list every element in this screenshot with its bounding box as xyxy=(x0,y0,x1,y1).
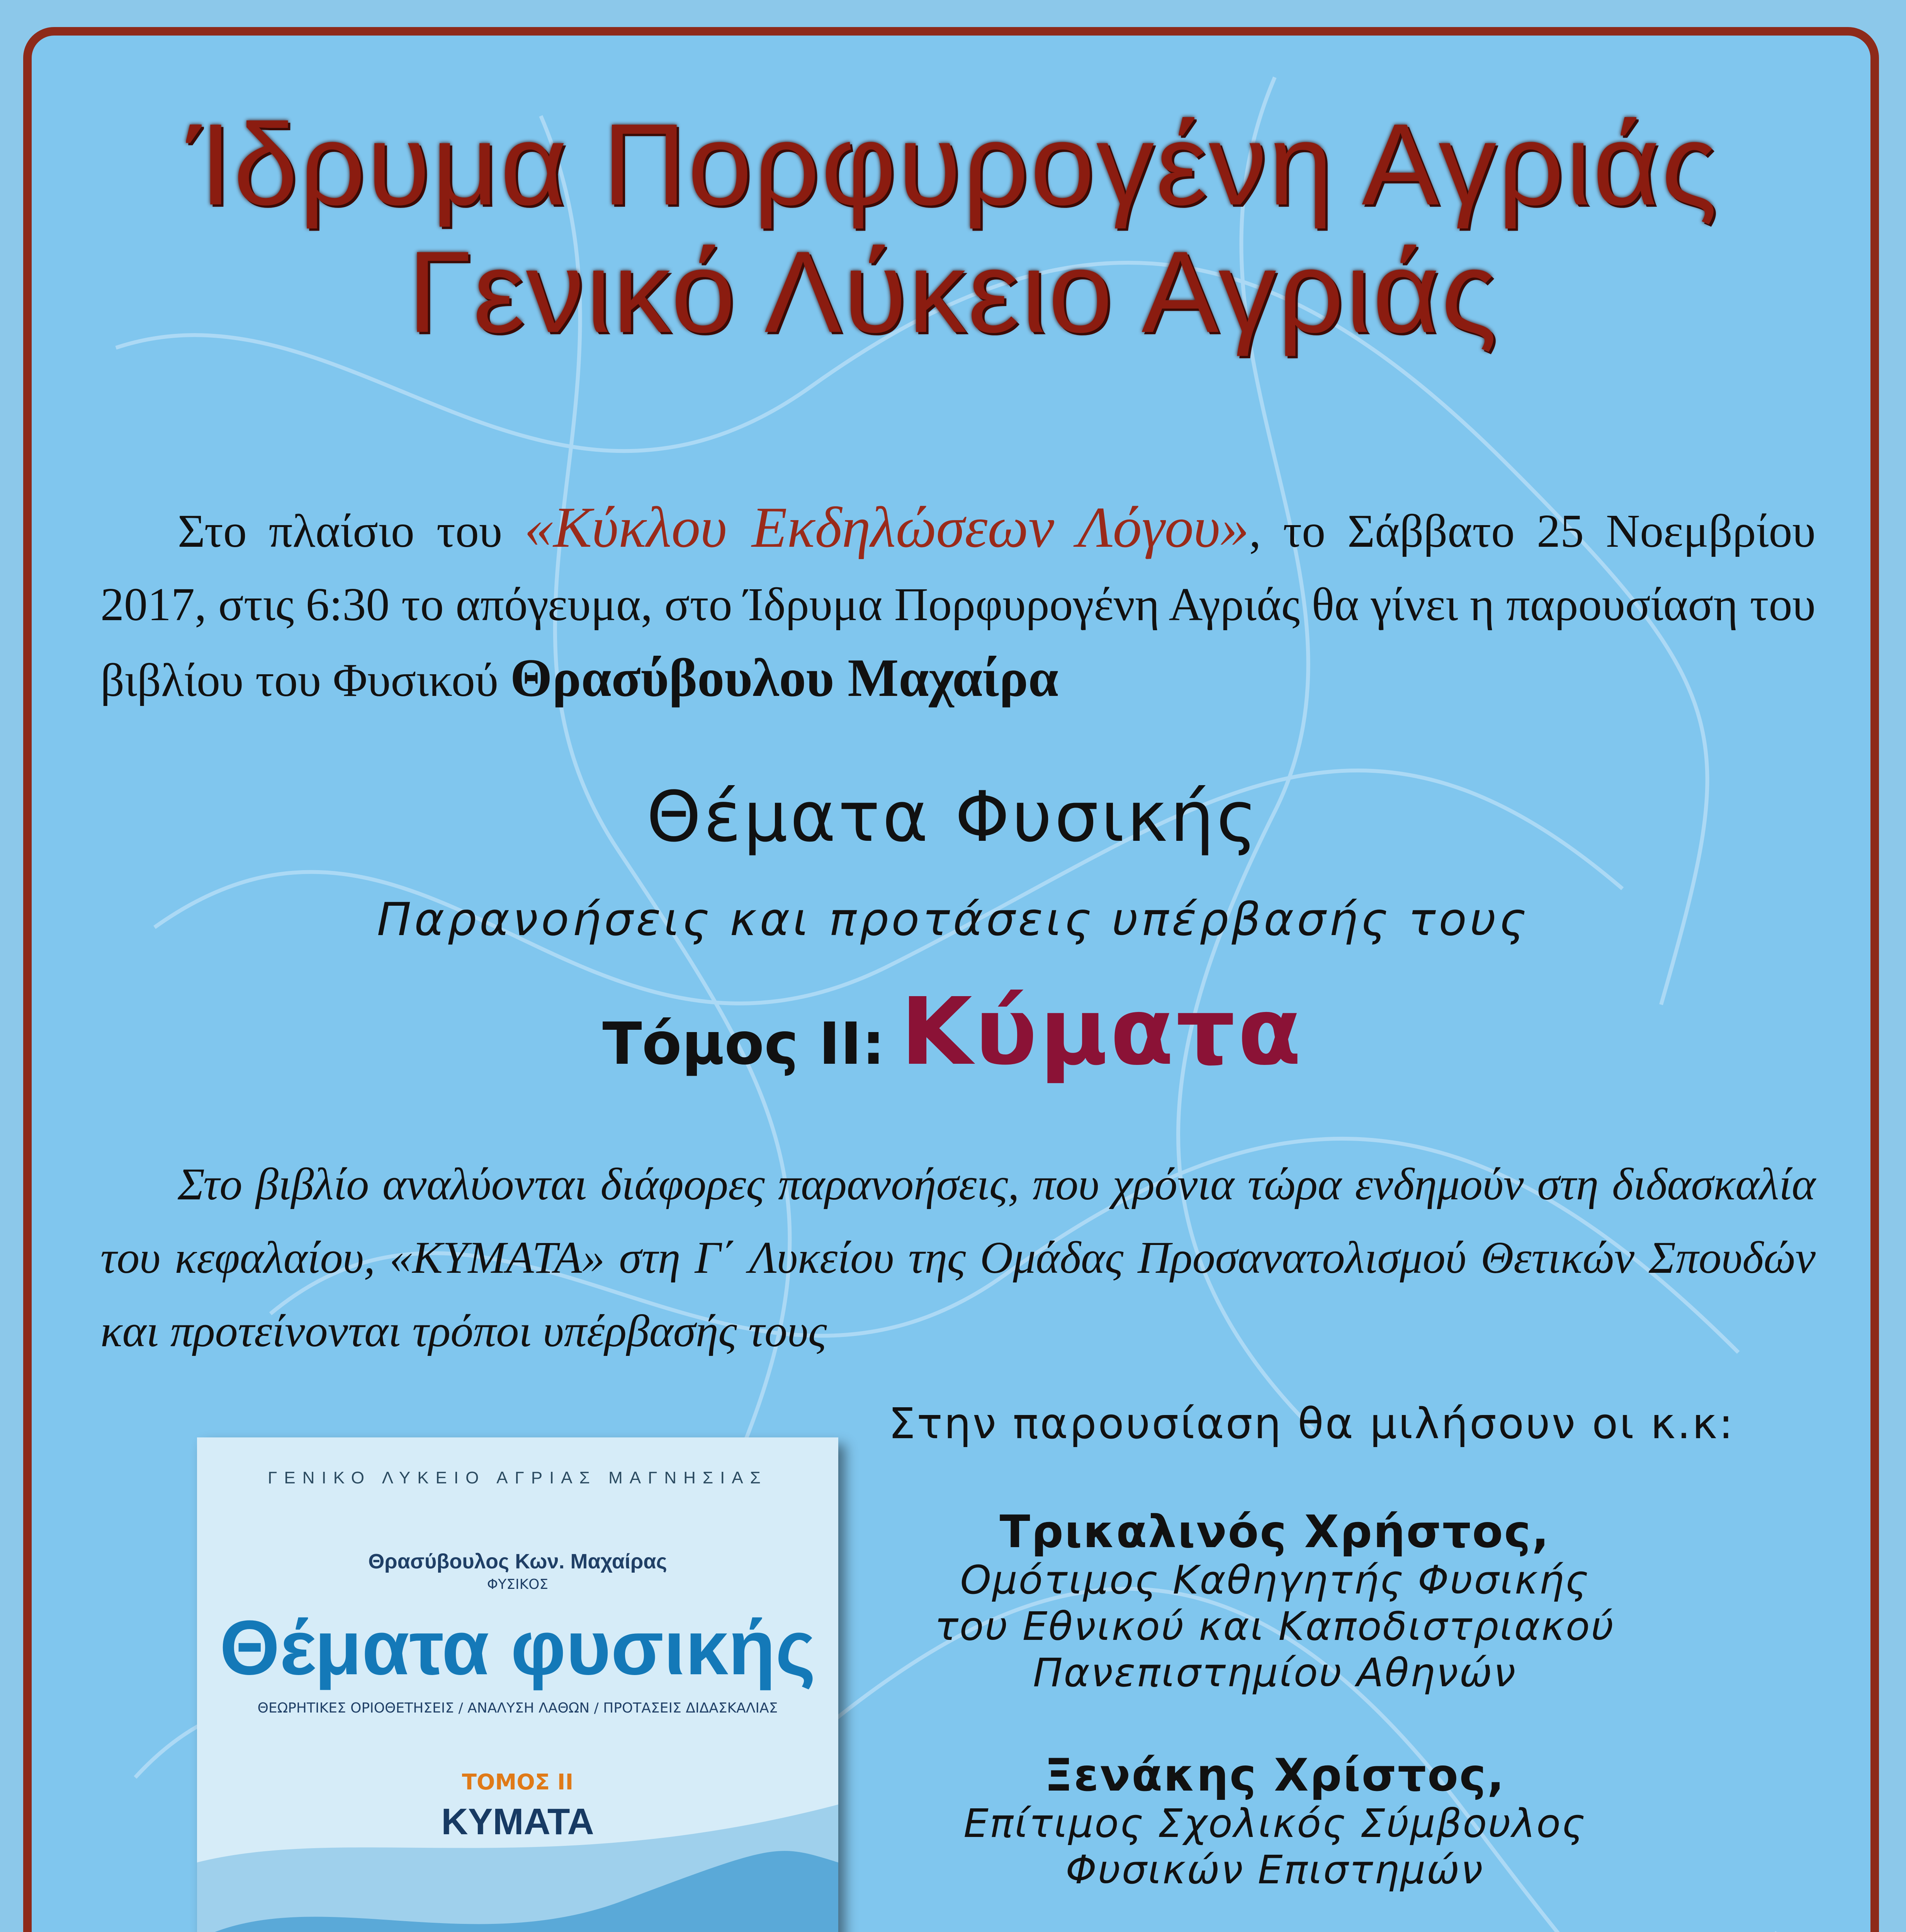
volume-label: Τόμος ΙΙ: xyxy=(602,1010,885,1078)
book-cover xyxy=(197,1437,838,1932)
speaker-role-line: Φυσικών Επιστημών xyxy=(1065,1847,1484,1893)
volume-name: Κύματα xyxy=(900,978,1304,1086)
cover-volume: ΤΟΜΟΣ ΙΙ xyxy=(462,1770,574,1795)
cover-role: ΦΥΣΙΚΟΣ xyxy=(487,1577,549,1592)
cover-title: Θέματα φυσικής xyxy=(219,1605,816,1691)
description-text: Στο βιβλίο αναλύονται διάφορες παρανοήσεις, που χρόνια τώρα ενδημούν στη διδασκαλία του κεφαλαίου, «ΚΥΜΑΤΑ» στη Γ΄ Λυκείου της Ομάδας Προσανατολισμού Θετικών Σπουδών και προτείνονται τρόποι υπέρβασής τους xyxy=(100,1159,1816,1356)
intro-text-2: , το Σάββατο 25 Νοεμβρίου 2017, στις 6:30 το απόγευμα, στο Ίδρυμα Πορφυρογένη Αγριάς θα γίνει η παρουσίαση του βιβλίου του Φυσικού xyxy=(100,505,1816,706)
volume-line xyxy=(0,978,1906,1086)
speaker-name: Ξενάκης Χρίστος, xyxy=(1044,1749,1505,1801)
cover-tagline: ΘΕΩΡΗΤΙΚΕΣ ΟΡΙΟΘΕΤΗΣΕΙΣ / ΑΝΑΛΥΣΗ ΛΑΘΩΝ / ΠΡΟΤΑΣΕΙΣ ΔΙΔΑΣΚΑΛΙΑΣ xyxy=(257,1700,778,1716)
cover-volume-name: ΚΥΜΑΤΑ xyxy=(441,1801,594,1842)
speaker-role-line: του Εθνικού και Καποδιστριακού xyxy=(934,1604,1615,1650)
speakers-heading: Στην παρουσίαση θα μιλήσουν οι κ.κ: xyxy=(888,1399,1735,1448)
book-subtitle: Παρανοήσεις και προτάσεις υπέρβασής τους xyxy=(377,893,1529,946)
book-description xyxy=(100,1148,1816,1368)
header-line-2: Γενικό Λύκειο Αγριάς xyxy=(407,227,1499,357)
speaker-role-line: Ομότιμος Καθηγητής Φυσικής xyxy=(960,1557,1590,1603)
speaker-role-line: Πανεπιστημίου Αθηνών xyxy=(1033,1650,1517,1696)
speaker-role-line: Επίτιμος Σχολικός Σύμβουλος xyxy=(963,1801,1586,1847)
cover-school: ΓΕΝΙΚΟ ΛΥΚΕΙΟ ΑΓΡΙΑΣ ΜΑΓΝΗΣΙΑΣ xyxy=(268,1468,768,1487)
author-name: Θρασύβουλου Μαχαίρα xyxy=(510,648,1058,708)
header-line-1: Ίδρυμα Πορφυρογένη Αγριάς xyxy=(187,99,1719,229)
event-series-name: «Κύκλου Εκδηλώσεων Λόγου» xyxy=(524,495,1249,560)
speaker-name: Τρικαλινός Χρήστος, xyxy=(999,1506,1550,1558)
cover-author: Θρασύβουλος Κων. Μαχαίρας xyxy=(368,1550,667,1573)
intro-paragraph xyxy=(100,491,1816,717)
speaker-2 xyxy=(908,1750,1642,1893)
speaker-1 xyxy=(908,1507,1642,1696)
intro-text-1: Στο πλαίσιο του xyxy=(178,505,525,557)
book-title: Θέματα Φυσικής xyxy=(646,777,1260,857)
